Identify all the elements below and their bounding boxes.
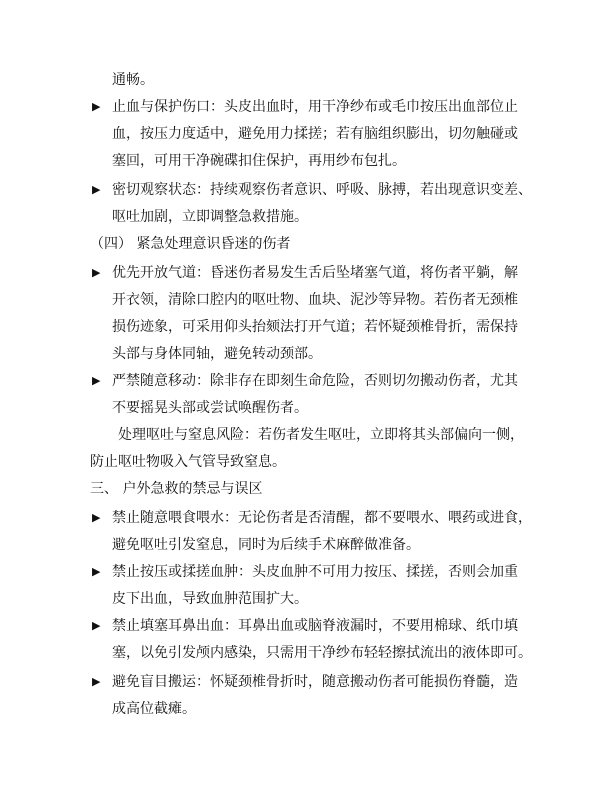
- text-line: 避免盲目搬运：怀疑颈椎骨折时，随意搬动伤者可能损伤脊髓，造: [112, 674, 518, 690]
- text-line: 禁止随意喂食喂水：无论伤者是否清醒，都不要喂水、喂药或进食，: [112, 510, 532, 526]
- bullet-icon: ▶: [92, 675, 101, 688]
- section-heading: （四） 紧急处理意识昏迷的伤者: [90, 236, 291, 252]
- text-line: 血，按压力度适中，避免用力揉搓；若有脑组织膨出，切勿触碰或: [112, 126, 518, 142]
- text-line: 呕吐加剧，立即调整急救措施。: [112, 209, 308, 225]
- text-line: 避免呕吐引发窒息，同时为后续手术麻醉做准备。: [112, 537, 420, 553]
- paragraph-line: 处理呕吐与窒息风险：若伤者发生呕吐，立即将其头部偏向一侧，: [118, 427, 524, 443]
- bullet-icon: ▶: [92, 619, 101, 632]
- text-line: 开衣领，清除口腔内的呕吐物、血块、泥沙等异物。若伤者无颈椎: [112, 292, 518, 308]
- text-line: 损伤迹象，可采用仰头抬颏法打开气道；若怀疑颈椎骨折，需保持: [112, 319, 518, 335]
- text-line: 通畅。: [112, 72, 154, 88]
- text-line: 成高位截瘫。: [112, 701, 196, 717]
- paragraph-line: 防止呕吐物吸入气管导致窒息。: [90, 454, 286, 470]
- section-heading: 三、 户外急救的禁忌与误区: [90, 481, 263, 497]
- bullet-icon: ▶: [92, 100, 101, 113]
- text-line: 优先开放气道：昏迷伤者易发生舌后坠堵塞气道，将伤者平躺，解: [112, 265, 518, 281]
- text-line: 禁止填塞耳鼻出血：耳鼻出血或脑脊液漏时，不要用棉球、纸巾填: [112, 618, 518, 634]
- text-line: 严禁随意移动：除非存在即刻生命危险，否则切勿搬动伤者，尤其: [112, 373, 518, 389]
- text-line: 头部与身体同轴，避免转动颈部。: [112, 346, 322, 362]
- text-line: 禁止按压或揉搓血肿：头皮血肿不可用力按压、揉搓，否则会加重: [112, 564, 518, 580]
- bullet-icon: ▶: [92, 511, 101, 524]
- text-line: 密切观察状态：持续观察伤者意识、呼吸、脉搏，若出现意识变差、: [112, 182, 532, 198]
- text-line: 不要摇晃头部或尝试唤醒伤者。: [112, 400, 308, 416]
- bullet-icon: ▶: [92, 374, 101, 387]
- bullet-icon: ▶: [92, 183, 101, 196]
- text-line: 塞回，可用干净碗碟扣住保护，再用纱布包扎。: [112, 153, 406, 169]
- bullet-icon: ▶: [92, 565, 101, 578]
- text-line: 塞，以免引发颅内感染，只需用干净纱布轻轻擦拭流出的液体即可。: [112, 645, 532, 661]
- bullet-icon: ▶: [92, 266, 101, 279]
- text-line: 皮下出血，导致血肿范围扩大。: [112, 591, 308, 607]
- text-line: 止血与保护伤口：头皮出血时，用干净纱布或毛巾按压出血部位止: [112, 99, 518, 115]
